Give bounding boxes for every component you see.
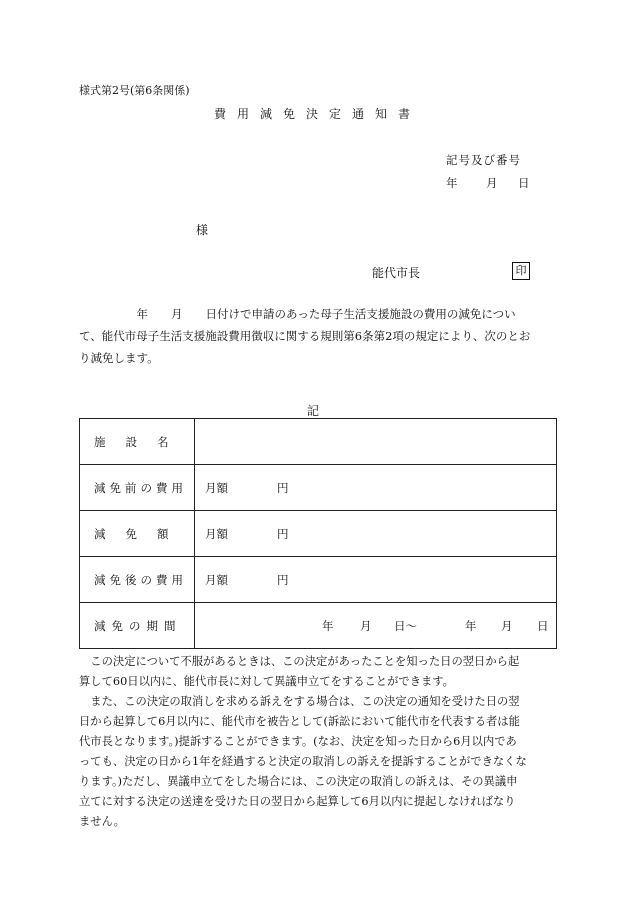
facility-name-value xyxy=(195,419,557,465)
period-start-day: 日〜 xyxy=(394,618,417,633)
form-number: 様式第2号(第6条関係) xyxy=(79,84,190,97)
reduction-period-value xyxy=(195,618,556,634)
yen-unit: 円 xyxy=(277,480,289,495)
intro-line: 年 月 日付けで申請のあった母子生活支援施設の費用の減免につい xyxy=(79,307,516,321)
reduction-amount-label: 減免額 xyxy=(94,526,189,541)
issue-date-year: 年 xyxy=(446,176,458,190)
notes-line: ります。)ただし、異議申立てをした場合には、この決定の取消しの訴えは、その異議申 xyxy=(79,775,518,788)
notes-paragraph xyxy=(79,652,559,832)
notes-line: 代市長となります。)提訴することができます。(なお、決定を知った日から6月以内であ xyxy=(79,735,517,748)
pre-reduction-cost-label: 減免前の費用 xyxy=(94,480,187,495)
period-start-month: 月 xyxy=(360,618,372,633)
table-row xyxy=(80,511,557,557)
intro-line: て、能代市母子生活支援施設費用徴収に関する規則第6条第2項の規定により、次のとお xyxy=(79,329,531,343)
intro-line: り減免します。 xyxy=(79,351,159,365)
table-row xyxy=(80,557,557,603)
notes-line: 日から起算して6月以内に、能代市を被告として(訴訟において能代市を代表する者は能 xyxy=(79,715,520,728)
reduction-period-label: 減免の期間 xyxy=(94,618,182,633)
pre-reduction-cost-value xyxy=(195,480,556,496)
notes-line: 算して60日以内に、能代市長に対して異議申立てをすることができます。 xyxy=(79,675,454,688)
notes-line: また、この決定の取消しを求める訴えをする場合は、この決定の通知を受けた日の翌 xyxy=(79,695,520,708)
reference-number-label: 記号及び番号 xyxy=(446,153,521,167)
monthly-prefix: 月額 xyxy=(205,572,228,587)
record-label: 記 xyxy=(307,404,320,418)
reduction-amount-value xyxy=(195,526,556,542)
table-row xyxy=(80,419,557,465)
facility-name-label: 施設名 xyxy=(94,434,189,449)
notes-line: っても、決定の日から1年を経過すると決定の取消しの訴えを提訴することができなくな xyxy=(79,755,527,768)
issue-date-day: 日 xyxy=(518,176,530,190)
period-end-year: 年 xyxy=(465,618,477,633)
notes-line: この決定について不服があるときは、この決定があったことを知った日の翌日から起 xyxy=(79,655,520,668)
issuer-name: 能代市長 xyxy=(372,266,421,280)
table-row xyxy=(80,603,557,649)
yen-unit: 円 xyxy=(277,572,289,587)
post-reduction-cost-value xyxy=(195,572,556,588)
period-end-month: 月 xyxy=(501,618,513,633)
period-start-year: 年 xyxy=(322,618,334,633)
yen-unit: 円 xyxy=(277,526,289,541)
addressee-honorific: 様 xyxy=(196,223,209,237)
post-reduction-cost-label: 減免後の費用 xyxy=(94,572,187,587)
monthly-prefix: 月額 xyxy=(205,526,228,541)
reduction-table xyxy=(79,418,557,649)
monthly-prefix: 月額 xyxy=(205,480,228,495)
notes-line: ません。 xyxy=(79,815,125,828)
period-end-day: 日 xyxy=(537,618,549,633)
notes-line: 立てに対する決定の送達を受けた日の翌日から起算して6月以内に提起しなければなり xyxy=(79,795,516,808)
intro-paragraph xyxy=(79,303,557,369)
document-title: 費用減免決定通知書 xyxy=(214,107,422,121)
seal-mark: 印 xyxy=(512,262,530,280)
table-row xyxy=(80,465,557,511)
issue-date-month: 月 xyxy=(486,176,498,190)
